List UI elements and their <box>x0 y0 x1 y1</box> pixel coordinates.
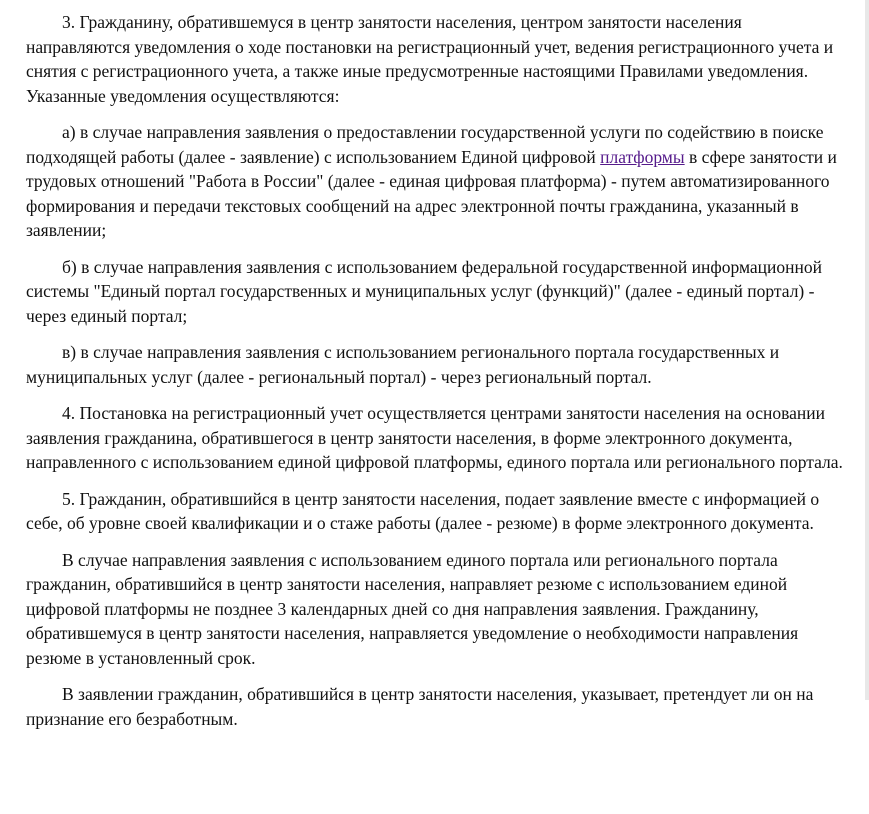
paragraph-3a <box>26 120 843 243</box>
paragraph-3a-text-end: в сфере занятости и трудовых отношений "Работа в России" (далее - единая цифровая платформа) - путем автоматизированного формирования и передачи текстовых сообщений на адрес электронной почты гражданина, указанный в заявлении; <box>26 146 837 240</box>
paragraph-5c: В заявлении гражданин, обратившийся в центр занятости населения, указывает, претендует ли он на признание его безработным. <box>26 684 814 729</box>
paragraph-3c: в) в случае направления заявления с использованием регионального портала государственных и муниципальных услуг (далее - региональный портал) - через региональный портал. <box>26 342 780 387</box>
paragraph-3b: б) в случае направления заявления с использованием федеральной государственной информационной системы "Единый портал государственных и муниципальных услуг (функций)" (далее - единый портал) - через единый портал; <box>26 256 823 326</box>
paragraph-3: 3. Гражданину, обратившемуся в центр занятости населения, центром занятости населения направляются уведомления о ходе постановки на регистрационный учет, ведения регистрационного учета и снятия с регистрационного учета, а также иные предусмотренные настоящими Правилами уведомления. Указанные уведомления осуществляются: <box>26 12 834 106</box>
scrollbar-track[interactable] <box>865 0 869 700</box>
paragraph-4: 4. Постановка на регистрационный учет осуществляется центрами занятости населения на основании заявления гражданина, обратившегося в центр занятости населения, в форме электронного документа, направленного с использованием единой цифровой платформы, единого портала или регионального портала. <box>26 403 843 472</box>
paragraph-5b: В случае направления заявления с использованием единого портала или регионального портала гражданин, обратившийся в центр занятости населения, направляет резюме с использованием единой цифровой платформы не позднее 3 календарных дней со дня направления заявления. Гражданину, обратившемуся в центр занятости населения, направляется уведомление о необходимости направления резюме в установленный срок. <box>26 549 799 668</box>
platform-link[interactable]: платформы <box>600 146 685 167</box>
paragraph-3a-text-start: а) в случае направления заявления о предоставлении государственной услуги по содействию в поиске подходящей работы (далее - заявление) с использованием Единой цифровой <box>26 122 824 167</box>
paragraph-5: 5. Гражданин, обратившийся в центр занятости населения, подает заявление вместе с информацией о себе, об уровне своей квалификации и о стаже работы (далее - резюме) в форме электронного документа. <box>26 488 820 533</box>
